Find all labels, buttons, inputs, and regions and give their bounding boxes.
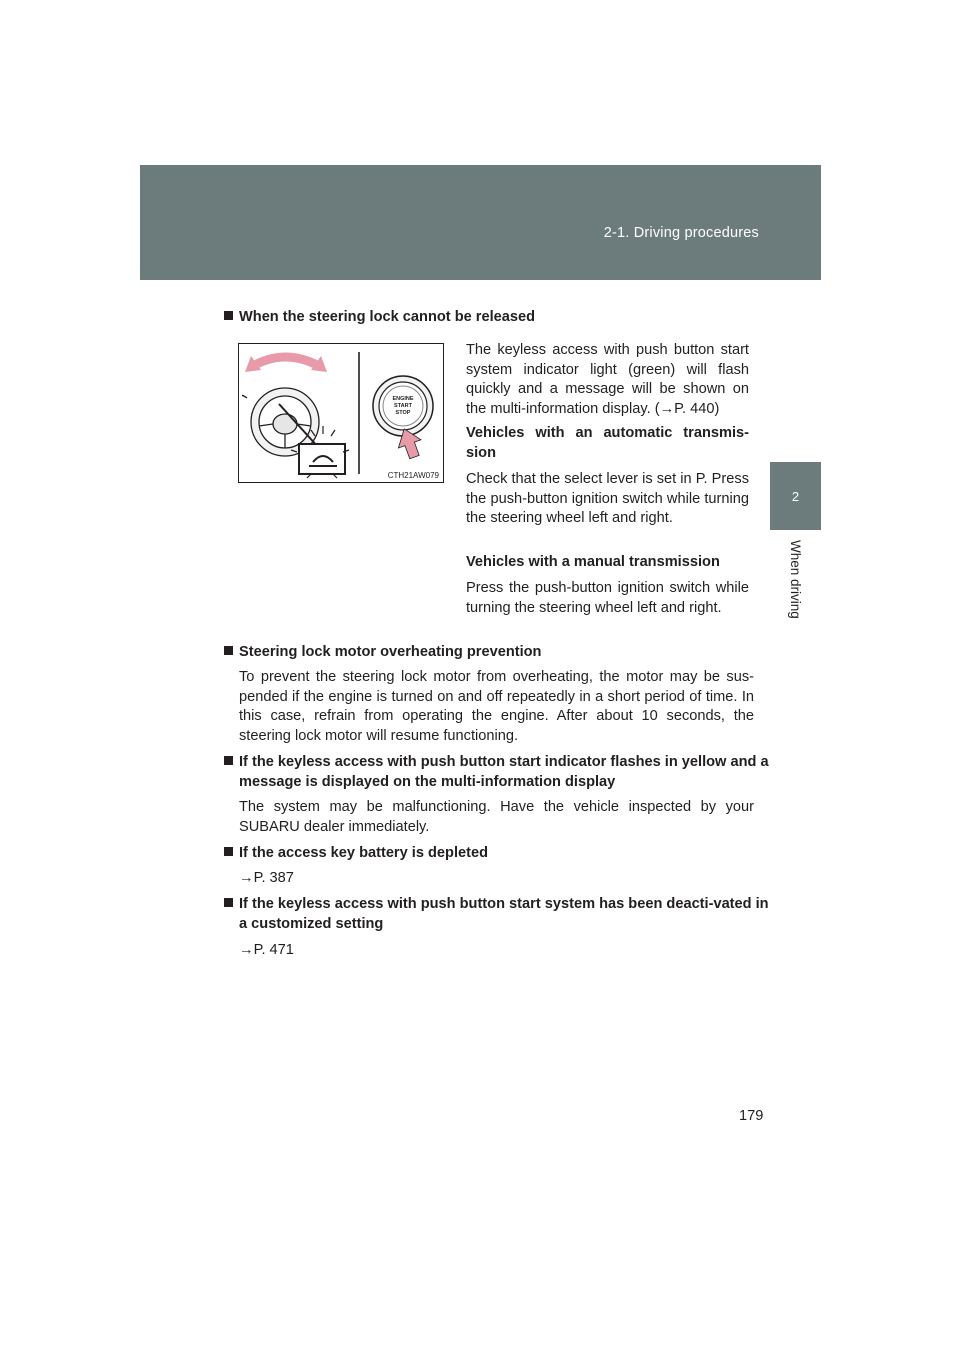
- section-heading: [224, 642, 769, 662]
- heading-text: If the access key battery is depleted: [239, 845, 489, 861]
- section-heading: [224, 307, 769, 327]
- steering-lock-figure: [238, 343, 444, 483]
- page-reference: →P. 387: [239, 870, 294, 886]
- section-heading: [224, 894, 769, 934]
- bullet-square-icon: [224, 847, 233, 856]
- button-line-3: STOP: [395, 410, 411, 416]
- paragraph: The system may be malfunctioning. Have the vehicle inspected by your SUBARU dealer immediately.: [239, 799, 754, 835]
- steering-button-illustration: [239, 344, 443, 482]
- subheading: Vehicles with a manual transmission: [466, 554, 720, 570]
- section-heading: [224, 752, 769, 792]
- button-line-2: START: [394, 403, 412, 409]
- heading-text: Steering lock motor overheating prevention: [239, 644, 542, 660]
- chapter-number: 2: [791, 489, 800, 504]
- figure-code: CTH21AW079: [387, 471, 439, 480]
- paragraph: Press the push-button ignition switch while turning the steering wheel left and right.: [466, 580, 749, 616]
- chapter-label-text: When driving: [788, 540, 803, 619]
- button-line-1: ENGINE: [392, 396, 414, 402]
- bullet-square-icon: [224, 756, 233, 765]
- paragraph: The keyless access with push button start system indicator light (green) will flash quickly and a message will be shown on the multi-information display. (→P. 440): [466, 342, 749, 417]
- subheading: Vehicles with an automatic transmis-sion: [466, 425, 749, 461]
- section-heading: [224, 843, 769, 863]
- chapter-tab: [770, 462, 821, 530]
- bullet-square-icon: [224, 646, 233, 655]
- paragraph: Check that the select lever is set in P. Press the push-button ignition switch while turning the steering wheel left and right.: [466, 471, 749, 526]
- section-title: 2-1. Driving procedures: [603, 225, 759, 241]
- page-reference: →P. 471: [239, 942, 294, 958]
- bullet-square-icon: [224, 898, 233, 907]
- bullet-square-icon: [224, 311, 233, 320]
- paragraph: To prevent the steering lock motor from overheating, the motor may be sus-pended if the engine is turned on and off repeatedly in a short period of time. In this case, refrain from operating the engine. After about 10 seconds, the steering lock motor will resume functioning.: [239, 669, 754, 744]
- heading-text: If the keyless access with push button start indicator flashes in yellow and a message is displayed on the multi-information display: [239, 754, 769, 790]
- page-number: 179: [739, 1108, 764, 1124]
- header-bar: [140, 165, 821, 280]
- heading-text: If the keyless access with push button start system has been deacti-vated in a customized setting: [239, 896, 769, 932]
- chapter-label: [770, 540, 821, 650]
- heading-text: When the steering lock cannot be released: [239, 309, 536, 325]
